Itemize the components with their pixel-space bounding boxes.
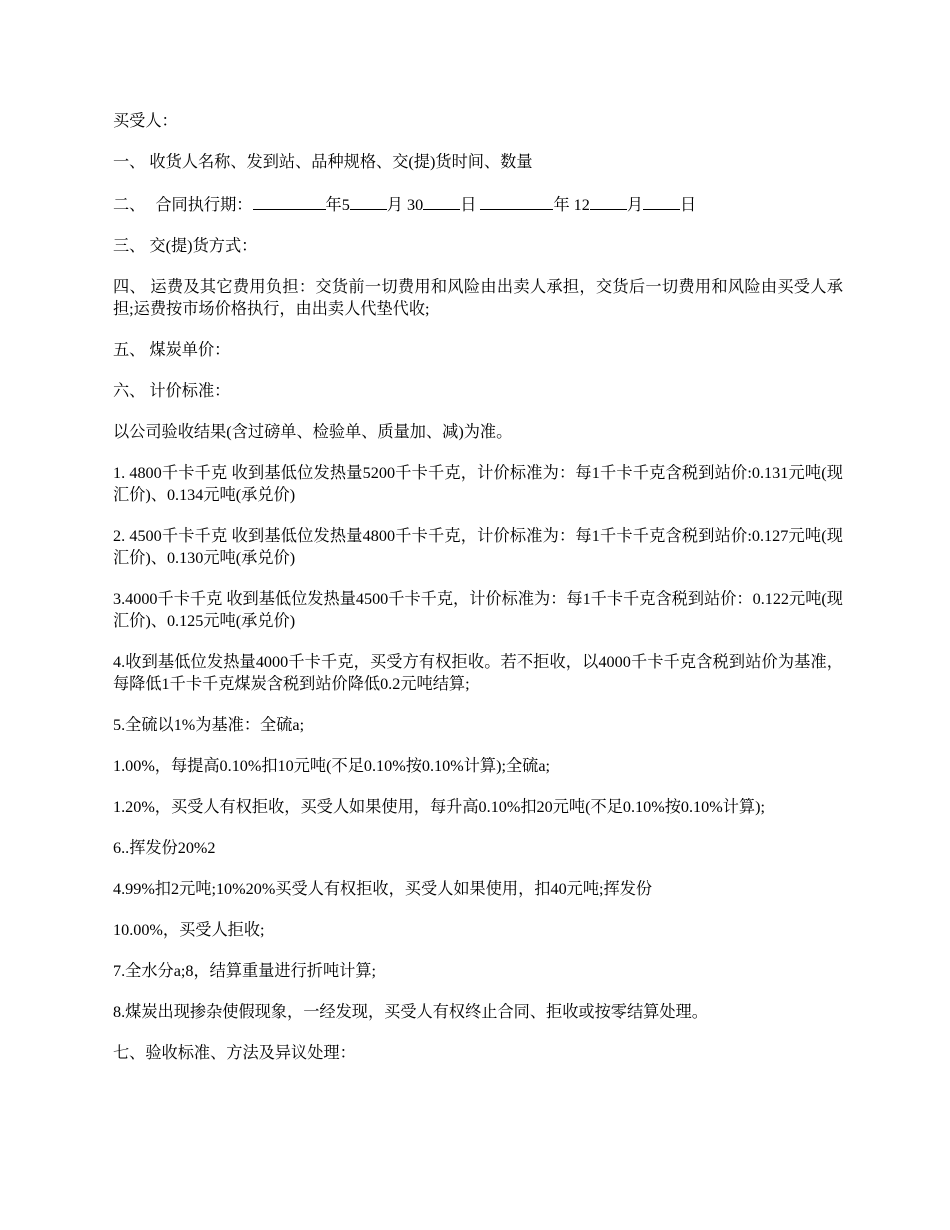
document-page	[113, 110, 843, 1083]
section-2-label: 合同执行期：	[155, 196, 253, 214]
pricing-item-3: 3.4000千卡千克 收到基低位发热量4500千卡千克，计价标准为：每1千卡千克含税到站价：0.122元吨(现汇价)、0.125元吨(承兑价)	[113, 590, 843, 630]
start-day-char: 日	[460, 196, 477, 214]
volatile-item-6: 6..挥发份20%2	[113, 839, 216, 857]
pricing-item-4: 4.收到基低位发热量4000千卡千克，买受方有权拒收。若不拒收，以4000千卡千克含税到站价为基准，每降低1千卡千克煤炭含税到站价降低0.2元吨结算;	[113, 653, 843, 693]
end-day-blank	[643, 192, 680, 210]
end-year-char: 年	[553, 196, 570, 214]
end-year-blank	[480, 192, 553, 210]
end-month-value: 12	[573, 196, 590, 214]
section-1-heading: 一、 收货人名称、发到站、品种规格、交(提)货时间、数量	[113, 153, 533, 171]
start-year-char: 年	[325, 196, 342, 214]
start-month-blank	[350, 192, 387, 210]
section-4-freight: 四、 运费及其它费用负担：交货前一切费用和风险由出卖人承担，交货后一切费用和风险由买受人承担;运费按市场价格执行，由出卖人代垫代收;	[113, 278, 843, 318]
pricing-item-2: 2. 4500千卡千克 收到基低位发热量4800千卡千克，计价标准为：每1千卡千克含税到站价:0.127元吨(现汇价)、0.130元吨(承兑价)	[113, 527, 843, 567]
section-2-contract-period	[113, 192, 843, 216]
end-month-blank	[590, 192, 627, 210]
sulfur-deduction-line: 1.00%，每提高0.10%扣10元吨(不足0.10%按0.10%计算);全硫a;	[113, 757, 551, 775]
sulfur-item-5: 5.全硫以1%为基准：全硫a;	[113, 716, 305, 734]
moisture-item-7: 7.全水分a;8，结算重量进行折吨计算;	[113, 962, 377, 980]
volatile-reject-line: 10.00%，买受人拒收;	[113, 921, 265, 939]
section-2-number: 二、	[113, 196, 146, 214]
section-3-heading: 三、 交(提)货方式：	[113, 237, 258, 255]
section-7-heading: 七、验收标准、方法及异议处理：	[113, 1044, 356, 1062]
section-5-heading: 五、 煤炭单价：	[113, 341, 231, 359]
start-month-char: 月	[386, 196, 403, 214]
end-month-char: 月	[626, 196, 644, 214]
start-day-blank	[423, 192, 460, 210]
start-year-blank	[253, 192, 326, 210]
volatile-deduction-line: 4.99%扣2元吨;10%20%买受人有权拒收，买受人如果使用，扣40元吨;挥发份	[113, 880, 653, 898]
sulfur-reject-line: 1.20%，买受人有权拒收，买受人如果使用，每升高0.10%扣20元吨(不足0.10%按0.10%计算);	[113, 798, 765, 816]
buyer-line: 买受人：	[113, 112, 178, 130]
start-day-value: 30	[407, 196, 424, 214]
end-day-char: 日	[680, 196, 697, 214]
acceptance-basis: 以公司验收结果(含过磅单、检验单、质量加、减)为准。	[113, 423, 513, 441]
start-month-value: 5	[341, 196, 350, 214]
adulteration-item-8: 8.煤炭出现掺杂使假现象，一经发现，买受人有权终止合同、拒收或按零结算处理。	[113, 1003, 708, 1021]
pricing-item-1: 1. 4800千卡千克 收到基低位发热量5200千卡千克，计价标准为：每1千卡千克含税到站价:0.131元吨(现汇价)、0.134元吨(承兑价)	[113, 464, 843, 504]
section-6-heading: 六、 计价标准：	[113, 382, 231, 400]
